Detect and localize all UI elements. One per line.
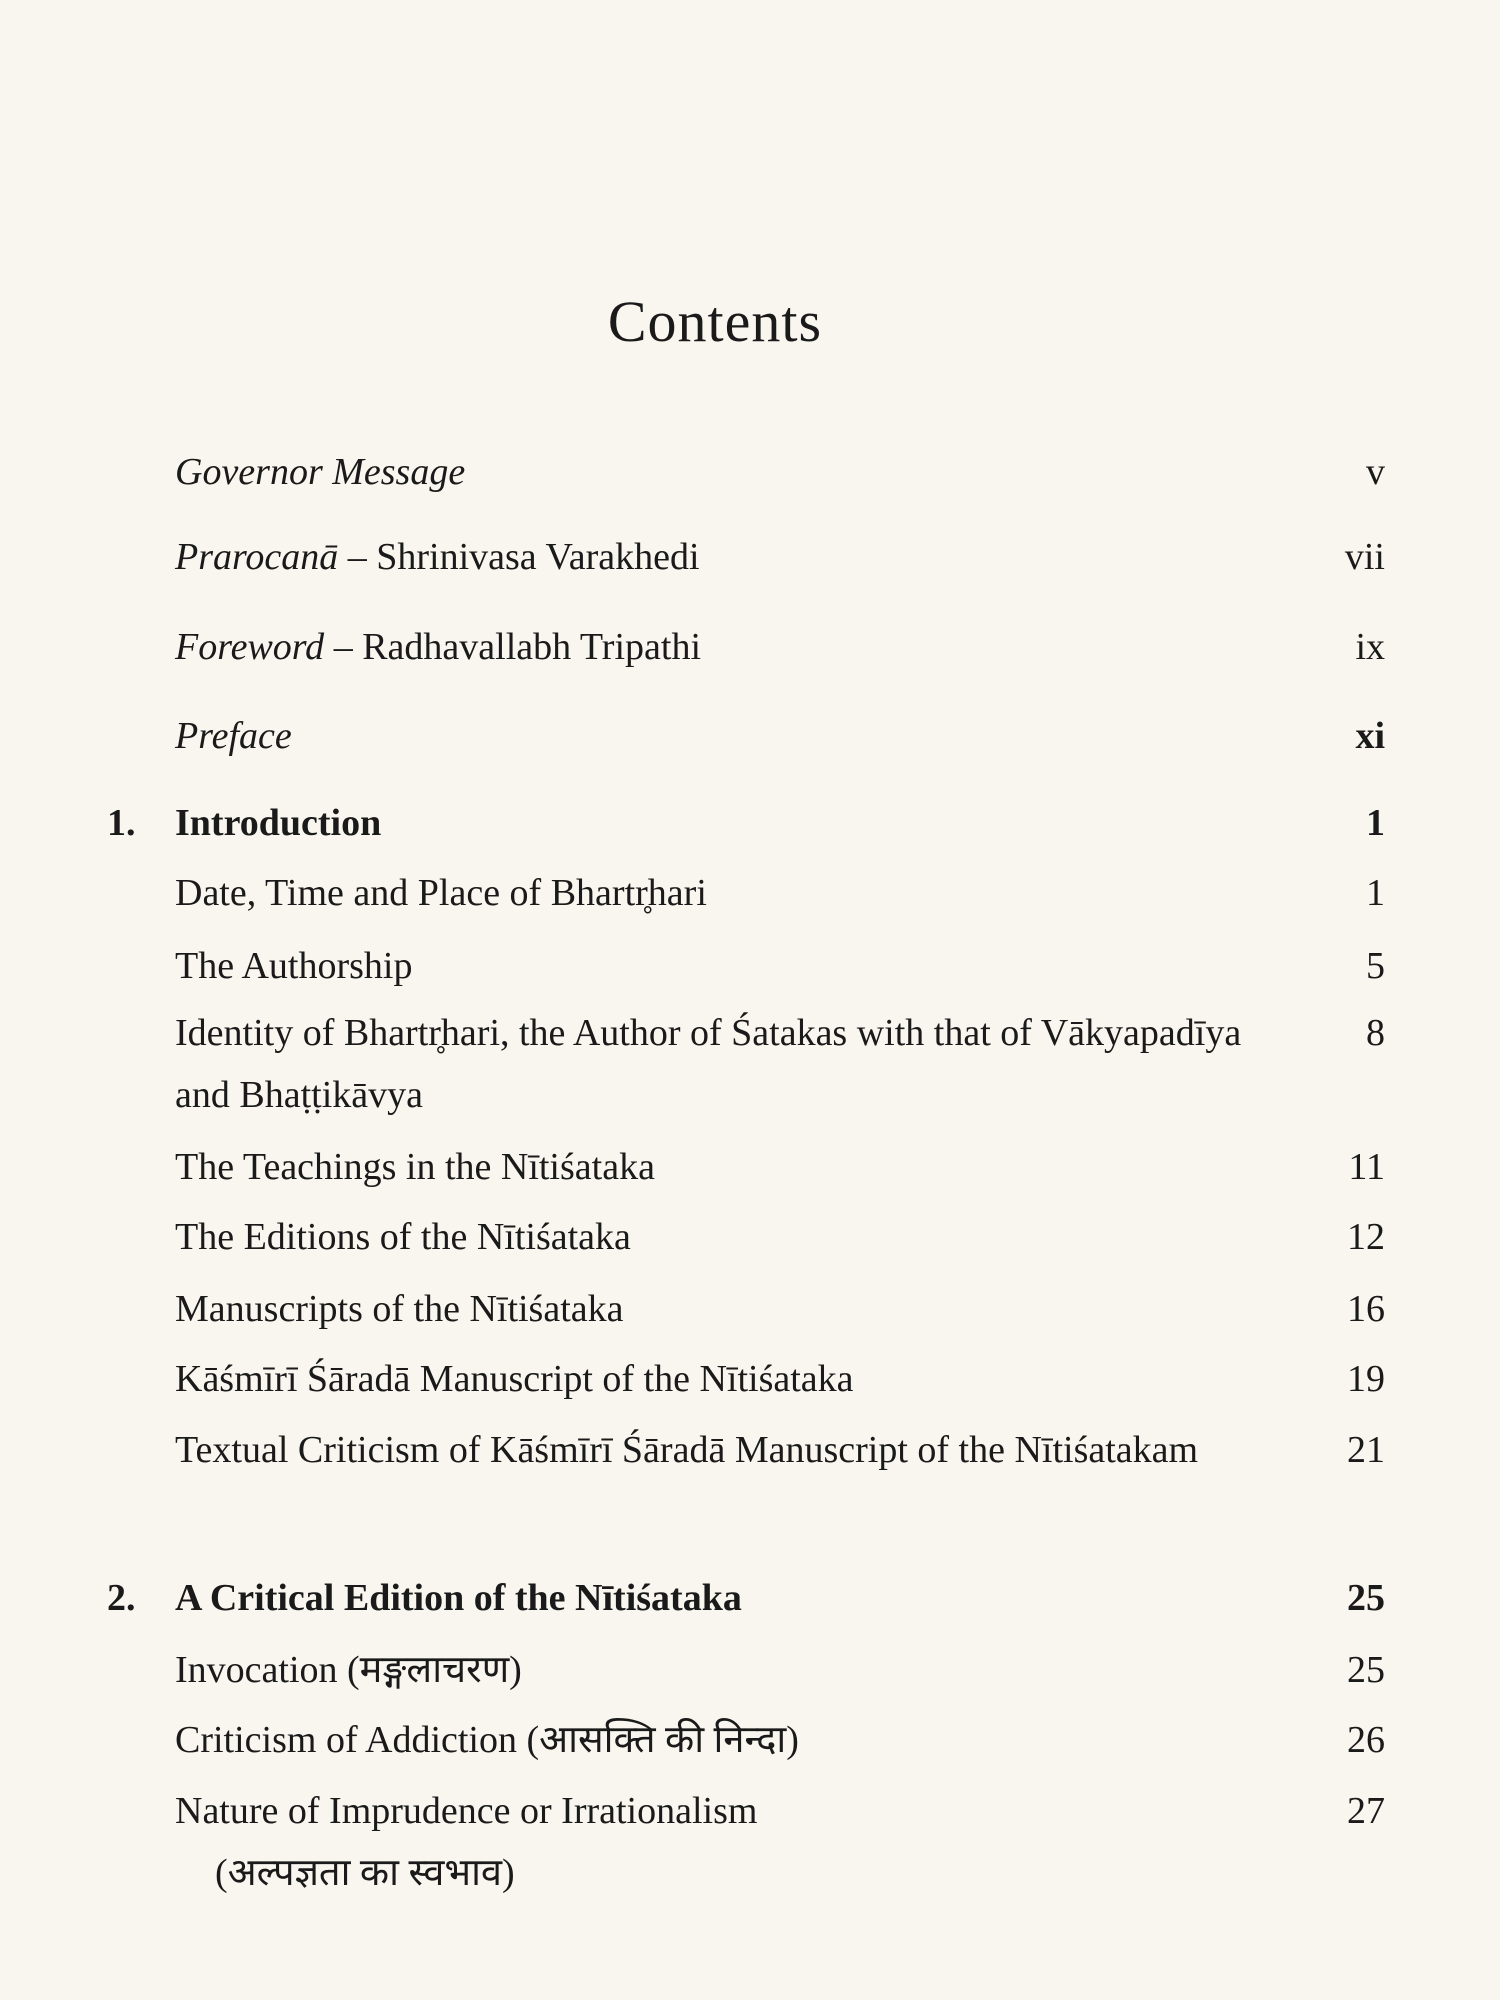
entry-author: – Shrinivasa Varakhedi bbox=[338, 536, 700, 578]
toc-entry bbox=[175, 1709, 1385, 1771]
chapter-title: A Critical Edition of the Nītiśataka bbox=[175, 1577, 742, 1619]
entry-title: Date, Time and Place of Bhartr̥hari bbox=[175, 872, 707, 914]
page-number: 25 bbox=[1347, 1649, 1385, 1691]
entry-title: Textual Criticism of Kāśmīrī Śāradā Manuscript of the Nītiśatakam bbox=[175, 1429, 1199, 1471]
entry-author: – Radhavallabh Tripathi bbox=[324, 626, 701, 668]
page-number: 27 bbox=[1347, 1790, 1385, 1832]
page-number: 5 bbox=[1366, 945, 1385, 987]
entry-title: The Editions of the Nītiśataka bbox=[175, 1216, 631, 1258]
toc-entry bbox=[175, 616, 1385, 678]
page-number: 12 bbox=[1347, 1216, 1385, 1258]
chapter-heading bbox=[107, 1567, 1385, 1629]
entry-title: Prarocanā bbox=[175, 536, 339, 578]
toc-entry bbox=[175, 1136, 1385, 1198]
page-number: xi bbox=[1355, 715, 1385, 757]
entry-subtitle: (अल्पज्ञता का स्वभाव) bbox=[215, 1852, 515, 1894]
page-number: 11 bbox=[1348, 1146, 1385, 1188]
chapter-number: 1. bbox=[107, 802, 136, 844]
entry-title: The Authorship bbox=[175, 945, 413, 987]
page-number: 16 bbox=[1347, 1288, 1385, 1330]
page-number: 1 bbox=[1366, 802, 1385, 844]
entry-title: Nature of Imprudence or Irrationalism bbox=[175, 1790, 758, 1832]
entry-title: Invocation (मङ्गलाचरण) bbox=[175, 1649, 522, 1691]
page-number: 21 bbox=[1347, 1429, 1385, 1471]
page-number: 26 bbox=[1347, 1719, 1385, 1761]
toc-entry bbox=[175, 526, 1385, 588]
toc-entry bbox=[175, 935, 1385, 997]
entry-title: Foreword bbox=[175, 626, 325, 668]
page-number: 19 bbox=[1347, 1358, 1385, 1400]
entry-title: Governor Message bbox=[175, 451, 466, 493]
entry-title: Kāśmīrī Śāradā Manuscript of the Nītiśataka bbox=[175, 1358, 854, 1400]
toc-entry bbox=[175, 1278, 1385, 1340]
page-number: 8 bbox=[1366, 1012, 1385, 1054]
page-title: Contents bbox=[607, 289, 823, 354]
entry-title: Criticism of Addiction (आसक्ति की निन्दा) bbox=[175, 1719, 799, 1761]
toc-entry bbox=[175, 1348, 1385, 1410]
page-number: 1 bbox=[1366, 872, 1385, 914]
toc-entry bbox=[175, 1206, 1385, 1268]
chapter-number: 2. bbox=[107, 1577, 136, 1619]
entry-title: Identity of Bhartr̥hari, the Author of Śatakas with that of Vākyapadīya and Bhaṭṭikāvya bbox=[175, 1012, 1242, 1116]
page-number: 25 bbox=[1347, 1577, 1385, 1619]
page-number: ix bbox=[1355, 626, 1385, 668]
chapter-heading bbox=[107, 792, 1385, 854]
entry-title: Manuscripts of the Nītiśataka bbox=[175, 1288, 624, 1330]
entry-title: Preface bbox=[175, 715, 292, 757]
toc-entry bbox=[175, 1780, 1385, 1904]
toc-entry bbox=[175, 441, 1385, 503]
toc-entry bbox=[175, 1419, 1385, 1481]
page-number: vii bbox=[1344, 536, 1385, 578]
toc-entry bbox=[175, 862, 1385, 924]
entry-title: The Teachings in the Nītiśataka bbox=[175, 1146, 655, 1188]
toc-entry bbox=[175, 705, 1385, 767]
page-number: v bbox=[1366, 451, 1385, 493]
toc-entry bbox=[175, 1002, 1385, 1126]
chapter-title: Introduction bbox=[175, 802, 382, 844]
toc-entry bbox=[175, 1639, 1385, 1701]
